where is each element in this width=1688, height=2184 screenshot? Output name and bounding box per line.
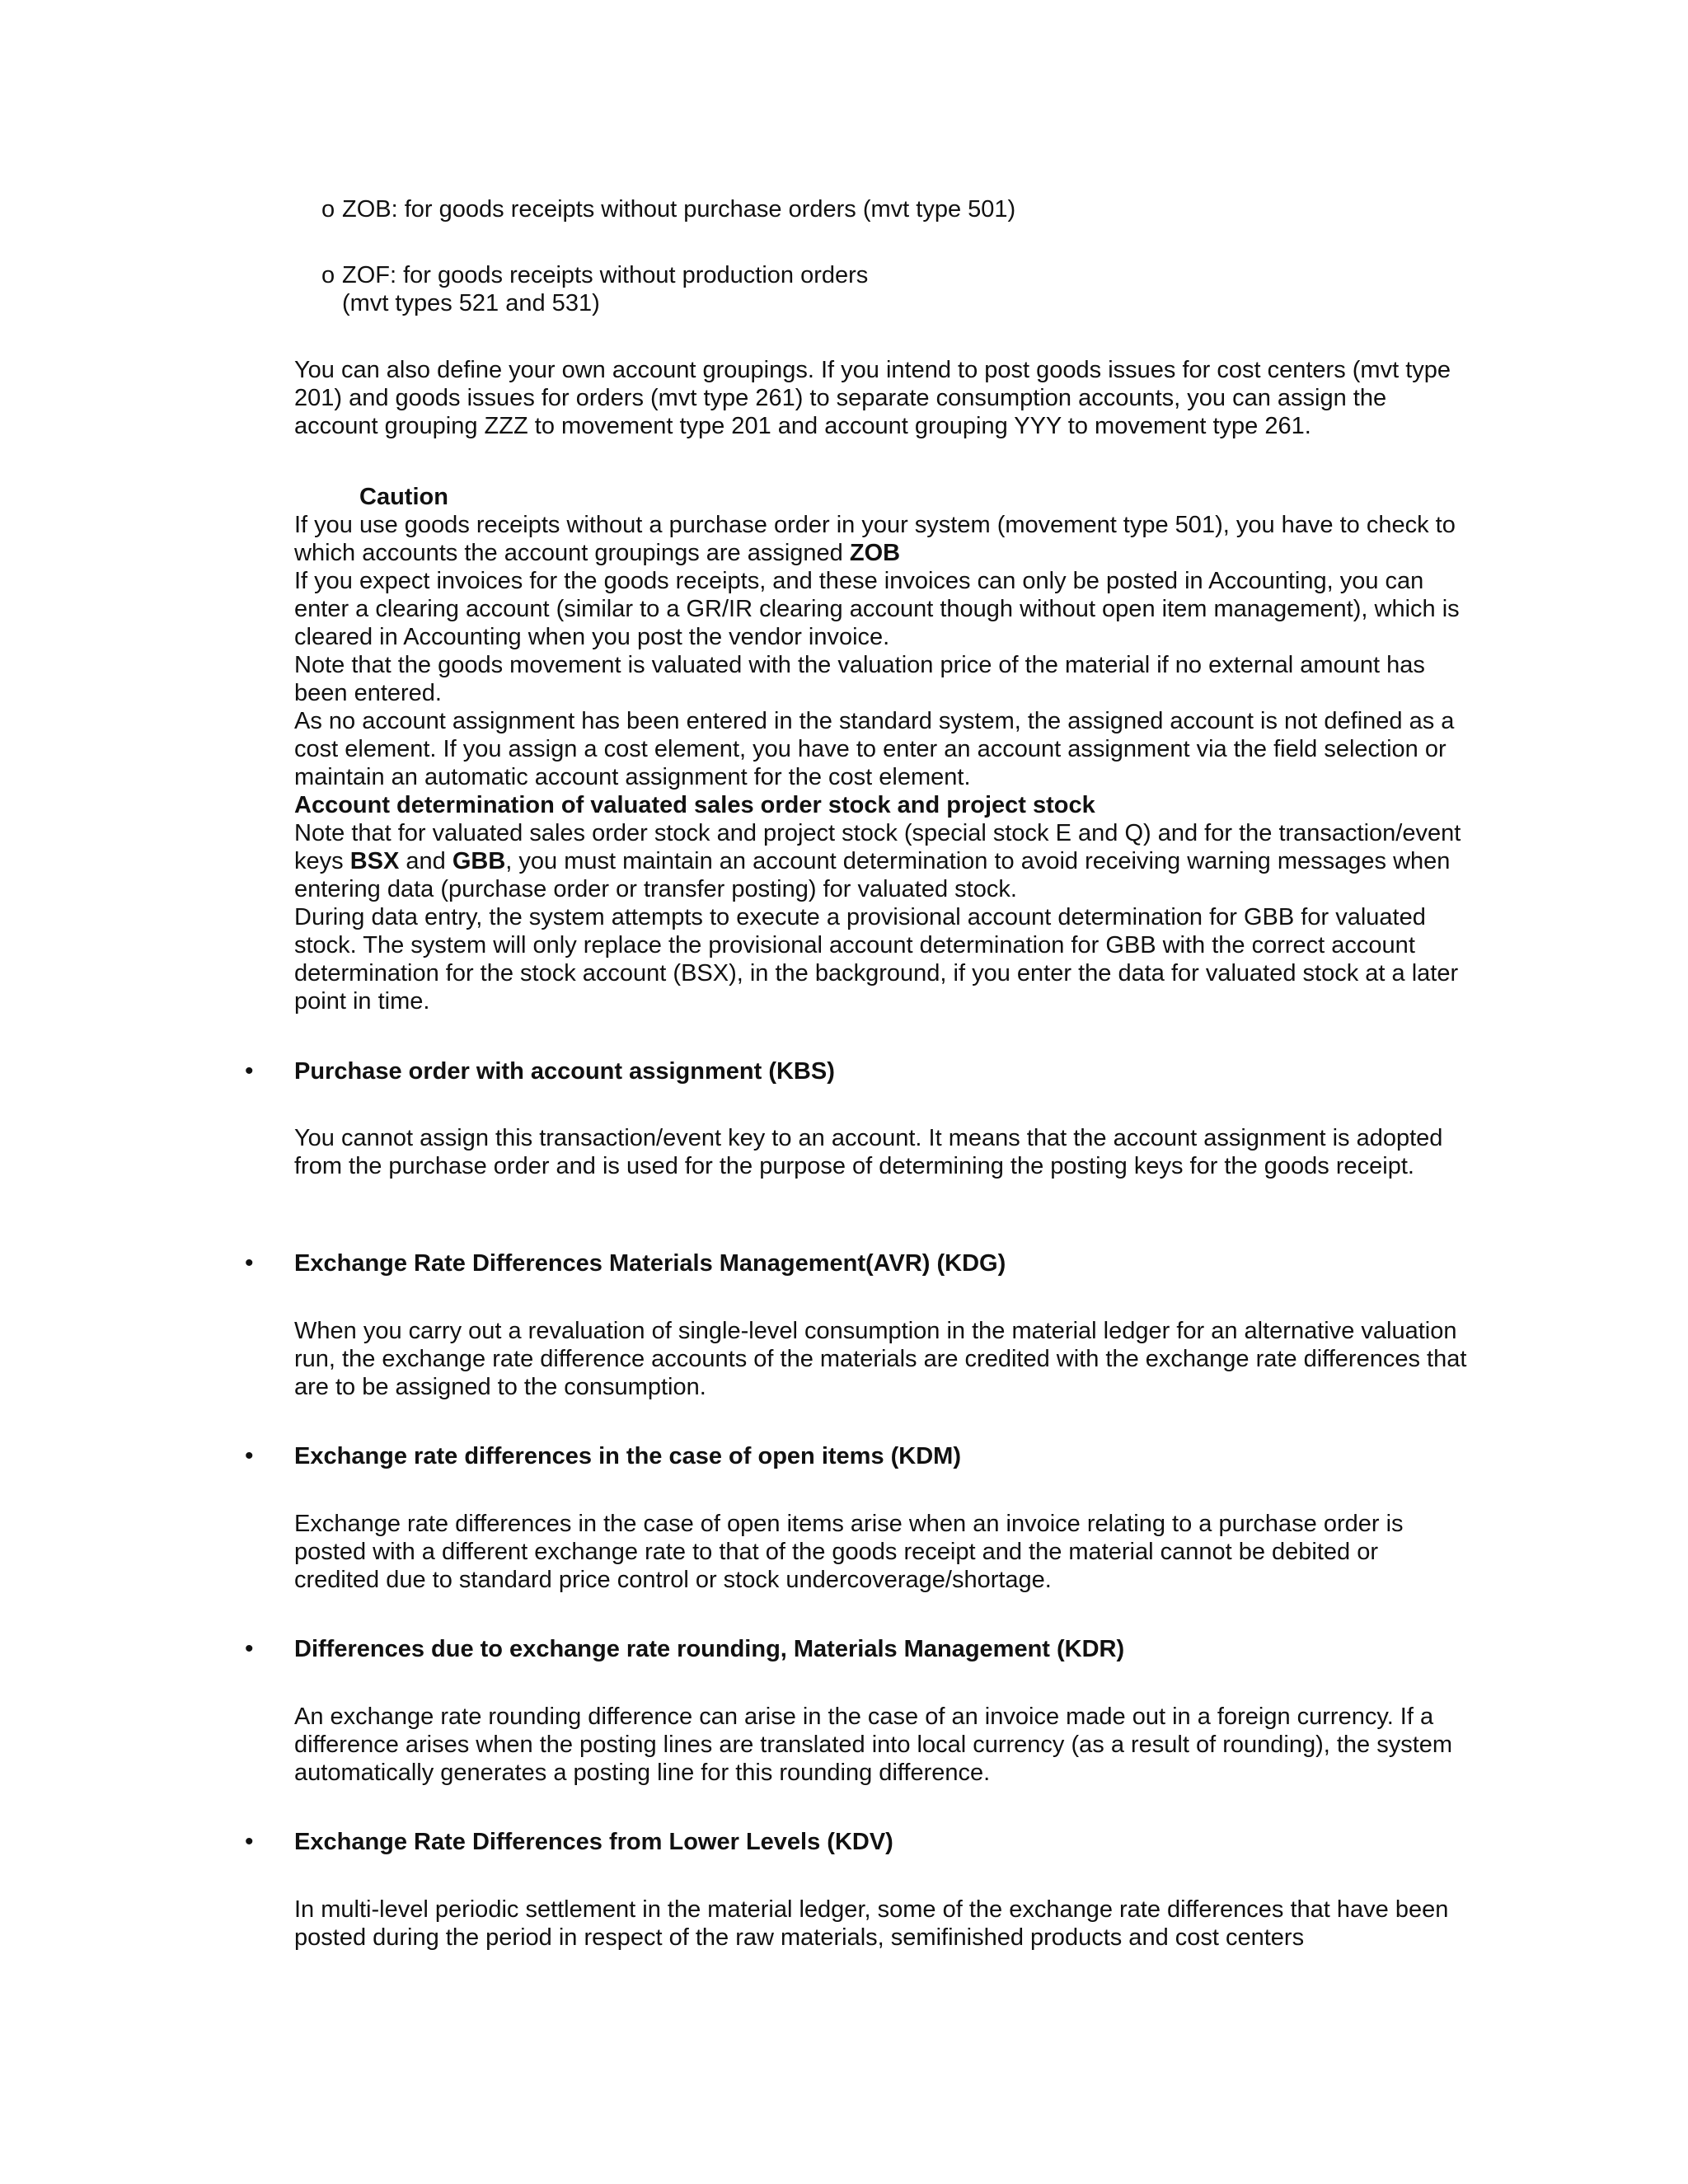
bullet-body-kdm: Exchange rate differences in the case of open items arise when an invoice relating to a purchase order is posted with a different exchange rate to that of the goods receipt and the material cannot be debited or credited due to standard price control or stock undercoverage/shortage. <box>294 1511 1404 1593</box>
bullet-body-kdv: In multi-level periodic settlement in the material ledger, some of the exchange rate differences that have been posted during the period in respect of the raw materials, semifinished products and cost centers <box>294 1896 1449 1951</box>
sub-list-item-text-cont: (mvt types 521 and 531) <box>342 290 600 316</box>
gbb-keyword: GBB <box>452 848 506 874</box>
sub-list-item <box>321 195 1496 223</box>
bullet-icon: • <box>245 1635 254 1662</box>
caution-body <box>294 511 1469 1015</box>
bullet-icon: • <box>245 1249 254 1277</box>
sub-list-item-text: ZOB: for goods receipts without purchase orders (mvt type 501) <box>342 196 1016 223</box>
caution-paragraph-4: As no account assignment has been entered in the standard system, the assigned account is not defined as a cost element. If you assign a cost element, you have to enter an account assignment via the field selection or maintain an automatic account assignment for the cost element. <box>294 708 1455 790</box>
caution-paragraph-5: Note that for valuated sales order stock and project stock (special stock E and Q) and for the transaction/event keys BSX and GBB, you must maintain an account determination to avoid receiving warning messages when entering data (purchase order or transfer posting) for valuated stock. <box>294 820 1461 902</box>
caution-title: Caution <box>359 484 448 510</box>
caution-paragraph-6: During data entry, the system attempts to execute a provisional account determination for GBB for valuated stock. The system will only replace the provisional account determination for GBB with the correct account determination for the stock account (BSX), in the background, if you enter the data for valuated stock at a later point in time. <box>294 904 1459 1015</box>
hollow-bullet-icon: o <box>321 196 335 223</box>
intro-paragraph: You can also define your own account groupings. If you intend to post goods issues for cost centers (mvt type 201) and goods issues for orders (mvt type 261) to separate consumption accounts, you can assign the account grouping ZZZ to movement type 201 and account grouping YYY to movement type 261. <box>294 357 1451 439</box>
bullet-heading-kdv: • Exchange Rate Differences from Lower Levels (KDV) <box>245 1828 893 1855</box>
caution-paragraph-3: Note that the goods movement is valuated with the valuation price of the material if no external amount has been entered. <box>294 652 1425 706</box>
caution-subheading: Account determination of valuated sales order stock and project stock <box>294 792 1095 818</box>
bullet-body-kbs: You cannot assign this transaction/event key to an account. It means that the account assignment is adopted from the purchase order and is used for the purpose of determining the posting keys for the goods receipt. <box>294 1125 1443 1179</box>
bsx-keyword: BSX <box>349 848 400 874</box>
sub-list-item-text: ZOF: for goods receipts without production orders <box>342 262 869 288</box>
zob-keyword: ZOB <box>849 540 901 566</box>
caution-paragraph-2: If you expect invoices for the goods receipts, and these invoices can only be posted in Accounting, you can enter a clearing account (similar to a GR/IR clearing account though without open item management), which is cleared in Accounting when you post the vendor invoice. <box>294 568 1460 650</box>
bullet-heading-kdr: • Differences due to exchange rate rounding, Materials Management (KDR) <box>245 1635 1125 1662</box>
bullet-heading-kdg: • Exchange Rate Differences Materials Management(AVR) (KDG) <box>245 1249 1006 1277</box>
bullet-body-kdg: When you carry out a revaluation of single-level consumption in the material ledger for an alternative valuation run, the exchange rate difference accounts of the materials are credited with the exchange rate differences that are to be assigned to the consumption. <box>294 1318 1467 1400</box>
sub-list-item <box>321 261 1496 317</box>
bullet-body-kdr: An exchange rate rounding difference can arise in the case of an invoice made out in a foreign currency. If a difference arises when the posting lines are translated into local currency (as a result of rounding), the system automatically generates a posting line for this rounding difference. <box>294 1704 1453 1786</box>
bullet-heading-kdm: • Exchange rate differences in the case of open items (KDM) <box>245 1442 961 1469</box>
bullet-icon: • <box>245 1828 254 1855</box>
bullet-heading-kbs: • Purchase order with account assignment (KBS) <box>245 1057 835 1085</box>
bullet-icon: • <box>245 1442 254 1469</box>
caution-paragraph-1: If you use goods receipts without a purchase order in your system (movement type 501), you have to check to which accounts the account groupings are assigned ZOB <box>294 512 1456 566</box>
bullet-icon: • <box>245 1057 254 1085</box>
hollow-bullet-icon: o <box>321 262 335 288</box>
